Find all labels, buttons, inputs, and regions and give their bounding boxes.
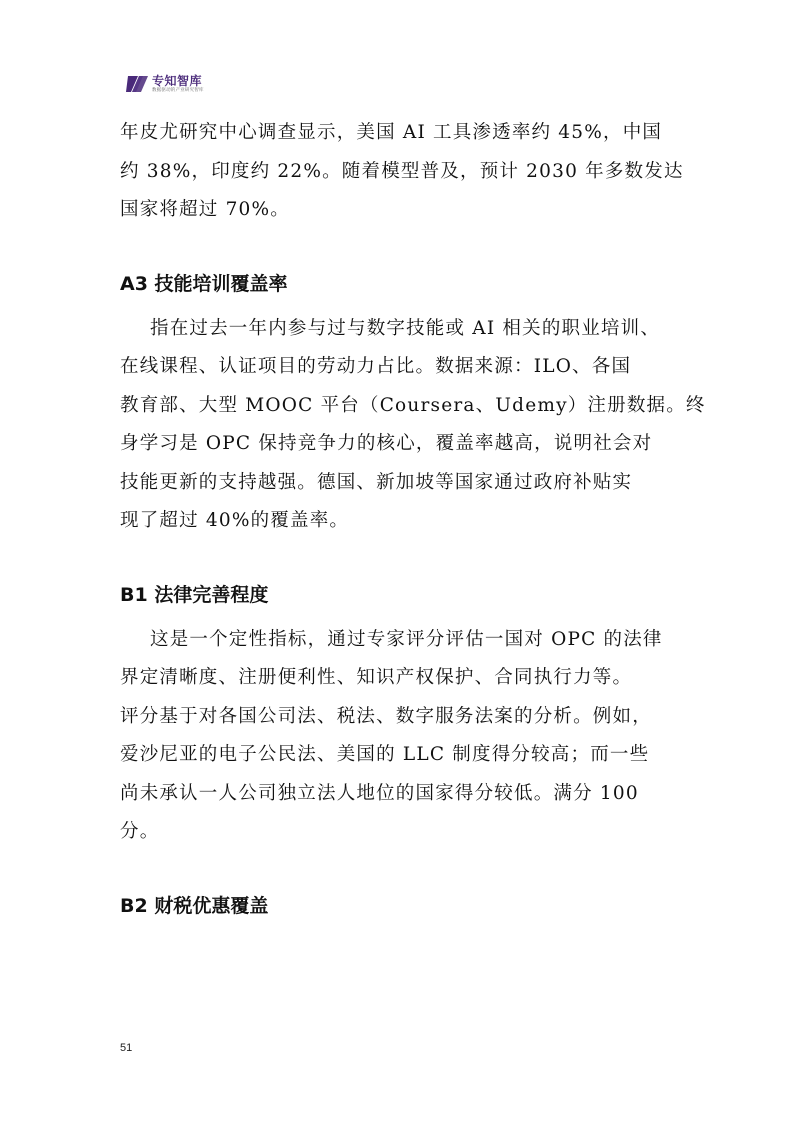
- paragraph-line: 界定清晰度、注册便利性、知识产权保护、合同执行力等。: [120, 667, 633, 688]
- page-content: [120, 114, 706, 918]
- paragraph-line: 现了超过 40%的覆盖率。: [120, 510, 350, 531]
- paragraph-line: 尚未承认一人公司独立法人地位的国家得分较低。满分 100: [120, 782, 639, 804]
- paragraph-line: 身学习是 OPC 保持竞争力的核心，覆盖率越高，说明社会对: [120, 433, 653, 454]
- paragraph-line: 约 38%，印度约 22%。随着模型普及，预计 2030 年多数发达: [120, 160, 684, 182]
- paragraph-line: 在线课程、认证项目的劳动力占比。数据来源：ILO、各国: [120, 356, 632, 377]
- paragraph-line: 指在过去一年内参与过与数字技能或 AI 相关的职业培训、: [150, 317, 661, 339]
- paragraph-line: 这是一个定性指标，通过专家评分评估一国对 OPC 的法律: [150, 628, 663, 650]
- paragraph-line: 分。: [120, 821, 160, 842]
- page-header: [126, 70, 204, 98]
- logo-name: 专知智库: [152, 73, 203, 88]
- paragraph-line: 爱沙尼亚的电子公民法、美国的 LLC 制度得分较高；而一些: [120, 744, 650, 765]
- paragraph-line: 教育部、大型 MOOC 平台（Coursera、Udemy）注册数据。终: [120, 394, 706, 416]
- section-heading-a3: A3 技能培训覆盖率: [120, 272, 288, 295]
- section-heading-b1: B1 法律完善程度: [120, 583, 269, 606]
- logo-text: [152, 75, 204, 94]
- paragraph-line: 年皮尤研究中心调查显示，美国 AI 工具渗透率约 45%，中国: [120, 122, 663, 143]
- intro-paragraph: [120, 114, 684, 230]
- logo-tagline: 数据驱动的产业研究智库: [152, 87, 204, 93]
- paragraph-line: 国家将超过 70%。: [120, 199, 291, 220]
- section-a3-paragraph: [120, 310, 706, 541]
- paragraph-line: 技能更新的支持越强。德国、新加坡等国家通过政府补贴实: [120, 471, 633, 493]
- zhuanzhi-logo-icon: [126, 73, 148, 95]
- section-b1-paragraph: [120, 621, 680, 852]
- section-heading-b2: B2 财税优惠覆盖: [120, 894, 269, 917]
- page-number: 51: [120, 1042, 133, 1054]
- paragraph-line: 评分基于对各国公司法、税法、数字服务法案的分析。例如，: [120, 705, 652, 727]
